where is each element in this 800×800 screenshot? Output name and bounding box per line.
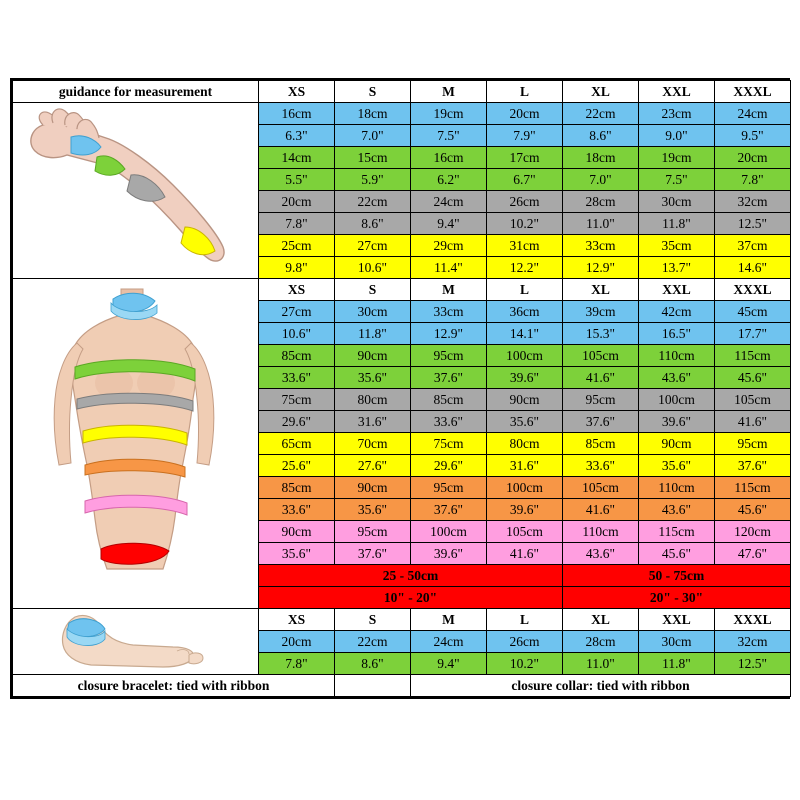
- cell: 9.8": [259, 257, 335, 279]
- cell: 35.6": [335, 499, 411, 521]
- cell: 22cm: [563, 103, 639, 125]
- cell: 28cm: [563, 191, 639, 213]
- cell: 5.9": [335, 169, 411, 191]
- cell: 41.6": [715, 411, 791, 433]
- cell: 30cm: [335, 301, 411, 323]
- cell: 115cm: [639, 521, 715, 543]
- cell: 22cm: [335, 631, 411, 653]
- cell: 95cm: [563, 389, 639, 411]
- cell: 20cm: [259, 191, 335, 213]
- column-header-xxl: XXL: [639, 609, 715, 631]
- cell: 95cm: [411, 477, 487, 499]
- cell: 37.6": [411, 499, 487, 521]
- cell: 11.8": [335, 323, 411, 345]
- cell: 95cm: [335, 521, 411, 543]
- cell: 33cm: [563, 235, 639, 257]
- column-header-l: L: [487, 81, 563, 103]
- cell: 16cm: [259, 103, 335, 125]
- cell: 27cm: [259, 301, 335, 323]
- cell: 27.6": [335, 455, 411, 477]
- cell: 43.6": [563, 543, 639, 565]
- cell: 11.4": [411, 257, 487, 279]
- body-illustration-cell: [13, 279, 259, 609]
- column-header-xl: XL: [563, 81, 639, 103]
- column-header-m: M: [411, 609, 487, 631]
- cell: 41.6": [563, 367, 639, 389]
- cell: 9.5": [715, 125, 791, 147]
- column-header-s: S: [335, 279, 411, 301]
- cell: 31.6": [335, 411, 411, 433]
- cell: 85cm: [563, 433, 639, 455]
- cell: 33cm: [411, 301, 487, 323]
- cell: 33.6": [259, 499, 335, 521]
- cell: 120cm: [715, 521, 791, 543]
- arm-illustration: [13, 103, 258, 278]
- cell: 22cm: [335, 191, 411, 213]
- table-row: [13, 279, 791, 301]
- cell: 15.3": [563, 323, 639, 345]
- cell: 10.2": [487, 213, 563, 235]
- cell: 105cm: [563, 477, 639, 499]
- cell: 110cm: [639, 477, 715, 499]
- cell: 26cm: [487, 631, 563, 653]
- cell: 35.6": [487, 411, 563, 433]
- cell: 110cm: [639, 345, 715, 367]
- size-chart: [10, 78, 790, 699]
- cell: 39.6": [639, 411, 715, 433]
- column-header-m: M: [411, 279, 487, 301]
- cell: 8.6": [335, 653, 411, 675]
- cell: 7.8": [259, 213, 335, 235]
- cell: 37cm: [715, 235, 791, 257]
- cell: 90cm: [259, 521, 335, 543]
- cell: 6.2": [411, 169, 487, 191]
- arm-illustration-cell: [13, 103, 259, 279]
- cell: 10.2": [487, 653, 563, 675]
- cell: 85cm: [259, 477, 335, 499]
- span-cell-right: 20" - 30": [563, 587, 791, 609]
- span-cell-right: 50 - 75cm: [563, 565, 791, 587]
- cell: 30cm: [639, 191, 715, 213]
- cell: 35.6": [259, 543, 335, 565]
- cell: 26cm: [487, 191, 563, 213]
- cell: 100cm: [639, 389, 715, 411]
- cell: 6.7": [487, 169, 563, 191]
- table-row: [13, 103, 791, 125]
- column-header-xxl: XXL: [639, 279, 715, 301]
- cell: 27cm: [335, 235, 411, 257]
- cell: 70cm: [335, 433, 411, 455]
- column-header-xl: XL: [563, 279, 639, 301]
- cell: 18cm: [563, 147, 639, 169]
- cell: 45.6": [639, 543, 715, 565]
- cell: 35.6": [639, 455, 715, 477]
- cell: 41.6": [487, 543, 563, 565]
- column-header-s: S: [335, 81, 411, 103]
- cell: 14cm: [259, 147, 335, 169]
- cell: 105cm: [487, 521, 563, 543]
- closure-spacer: [335, 675, 411, 697]
- cell: 42cm: [639, 301, 715, 323]
- cell: 90cm: [639, 433, 715, 455]
- cell: 85cm: [411, 389, 487, 411]
- table-row: [13, 81, 791, 103]
- cell: 15cm: [335, 147, 411, 169]
- cell: 75cm: [259, 389, 335, 411]
- cell: 90cm: [335, 477, 411, 499]
- cell: 11.8": [639, 213, 715, 235]
- cell: 100cm: [487, 477, 563, 499]
- cell: 33.6": [563, 455, 639, 477]
- cell: 110cm: [563, 521, 639, 543]
- cell: 37.6": [563, 411, 639, 433]
- cell: 30cm: [639, 631, 715, 653]
- table-row: [13, 609, 791, 631]
- cell: 29.6": [259, 411, 335, 433]
- cell: 12.5": [715, 213, 791, 235]
- cell: 85cm: [259, 345, 335, 367]
- cell: 9.4": [411, 653, 487, 675]
- cell: 24cm: [411, 631, 487, 653]
- cell: 9.4": [411, 213, 487, 235]
- column-header-m: M: [411, 81, 487, 103]
- cell: 39.6": [487, 367, 563, 389]
- column-header-xxxl: XXXL: [715, 81, 791, 103]
- cell: 12.9": [563, 257, 639, 279]
- cell: 80cm: [487, 433, 563, 455]
- cell: 20cm: [487, 103, 563, 125]
- column-header-l: L: [487, 609, 563, 631]
- cell: 100cm: [487, 345, 563, 367]
- column-header-xxl: XXL: [639, 81, 715, 103]
- body-illustration: [13, 279, 258, 608]
- cell: 31cm: [487, 235, 563, 257]
- column-header-xs: XS: [259, 81, 335, 103]
- column-header-s: S: [335, 609, 411, 631]
- foot-illustration-cell: [13, 609, 259, 675]
- cell: 39.6": [411, 543, 487, 565]
- cell: 45.6": [715, 367, 791, 389]
- cell: 43.6": [639, 367, 715, 389]
- cell: 8.6": [335, 213, 411, 235]
- span-cell-left: 10" - 20": [259, 587, 563, 609]
- cell: 20cm: [259, 631, 335, 653]
- cell: 7.9": [487, 125, 563, 147]
- cell: 7.0": [563, 169, 639, 191]
- column-header-xs: XS: [259, 279, 335, 301]
- column-header-xxxl: XXXL: [715, 609, 791, 631]
- cell: 65cm: [259, 433, 335, 455]
- cell: 32cm: [715, 191, 791, 213]
- cell: 7.0": [335, 125, 411, 147]
- cell: 35.6": [335, 367, 411, 389]
- cell: 7.5": [411, 125, 487, 147]
- cell: 8.6": [563, 125, 639, 147]
- cell: 12.5": [715, 653, 791, 675]
- cell: 95cm: [411, 345, 487, 367]
- cell: 95cm: [715, 433, 791, 455]
- cell: 33.6": [259, 367, 335, 389]
- cell: 20cm: [715, 147, 791, 169]
- cell: 16.5": [639, 323, 715, 345]
- cell: 7.5": [639, 169, 715, 191]
- cell: 11.8": [639, 653, 715, 675]
- cell: 19cm: [639, 147, 715, 169]
- cell: 14.1": [487, 323, 563, 345]
- cell: 31.6": [487, 455, 563, 477]
- cell: 105cm: [563, 345, 639, 367]
- column-header-xxxl: XXXL: [715, 279, 791, 301]
- cell: 80cm: [335, 389, 411, 411]
- column-header-xl: XL: [563, 609, 639, 631]
- cell: 41.6": [563, 499, 639, 521]
- closure-collar-label: closure collar: tied with ribbon: [411, 675, 791, 697]
- cell: 43.6": [639, 499, 715, 521]
- cell: 7.8": [715, 169, 791, 191]
- cell: 90cm: [487, 389, 563, 411]
- size-table: [12, 80, 791, 697]
- cell: 17.7": [715, 323, 791, 345]
- cell: 12.9": [411, 323, 487, 345]
- closure-bracelet-label: closure bracelet: tied with ribbon: [13, 675, 335, 697]
- cell: 39cm: [563, 301, 639, 323]
- cell: 100cm: [411, 521, 487, 543]
- cell: 32cm: [715, 631, 791, 653]
- cell: 39.6": [487, 499, 563, 521]
- cell: 6.3": [259, 125, 335, 147]
- cell: 10.6": [259, 323, 335, 345]
- cell: 28cm: [563, 631, 639, 653]
- cell: 7.8": [259, 653, 335, 675]
- cell: 37.6": [411, 367, 487, 389]
- cell: 29cm: [411, 235, 487, 257]
- cell: 115cm: [715, 345, 791, 367]
- cell: 37.6": [715, 455, 791, 477]
- cell: 45cm: [715, 301, 791, 323]
- cell: 25.6": [259, 455, 335, 477]
- column-header-xs: XS: [259, 609, 335, 631]
- cell: 29.6": [411, 455, 487, 477]
- cell: 11.0": [563, 213, 639, 235]
- cell: 19cm: [411, 103, 487, 125]
- cell: 105cm: [715, 389, 791, 411]
- cell: 35cm: [639, 235, 715, 257]
- cell: 90cm: [335, 345, 411, 367]
- table-row: [13, 675, 791, 697]
- cell: 5.5": [259, 169, 335, 191]
- cell: 10.6": [335, 257, 411, 279]
- cell: 12.2": [487, 257, 563, 279]
- page-title: guidance for measurement: [13, 81, 259, 103]
- cell: 45.6": [715, 499, 791, 521]
- cell: 33.6": [411, 411, 487, 433]
- cell: 24cm: [715, 103, 791, 125]
- cell: 115cm: [715, 477, 791, 499]
- cell: 37.6": [335, 543, 411, 565]
- cell: 25cm: [259, 235, 335, 257]
- cell: 36cm: [487, 301, 563, 323]
- cell: 23cm: [639, 103, 715, 125]
- cell: 16cm: [411, 147, 487, 169]
- cell: 47.6": [715, 543, 791, 565]
- cell: 75cm: [411, 433, 487, 455]
- cell: 11.0": [563, 653, 639, 675]
- cell: 13.7": [639, 257, 715, 279]
- column-header-l: L: [487, 279, 563, 301]
- foot-illustration: [13, 609, 258, 674]
- cell: 18cm: [335, 103, 411, 125]
- cell: 24cm: [411, 191, 487, 213]
- span-cell-left: 25 - 50cm: [259, 565, 563, 587]
- cell: 9.0": [639, 125, 715, 147]
- cell: 14.6": [715, 257, 791, 279]
- cell: 17cm: [487, 147, 563, 169]
